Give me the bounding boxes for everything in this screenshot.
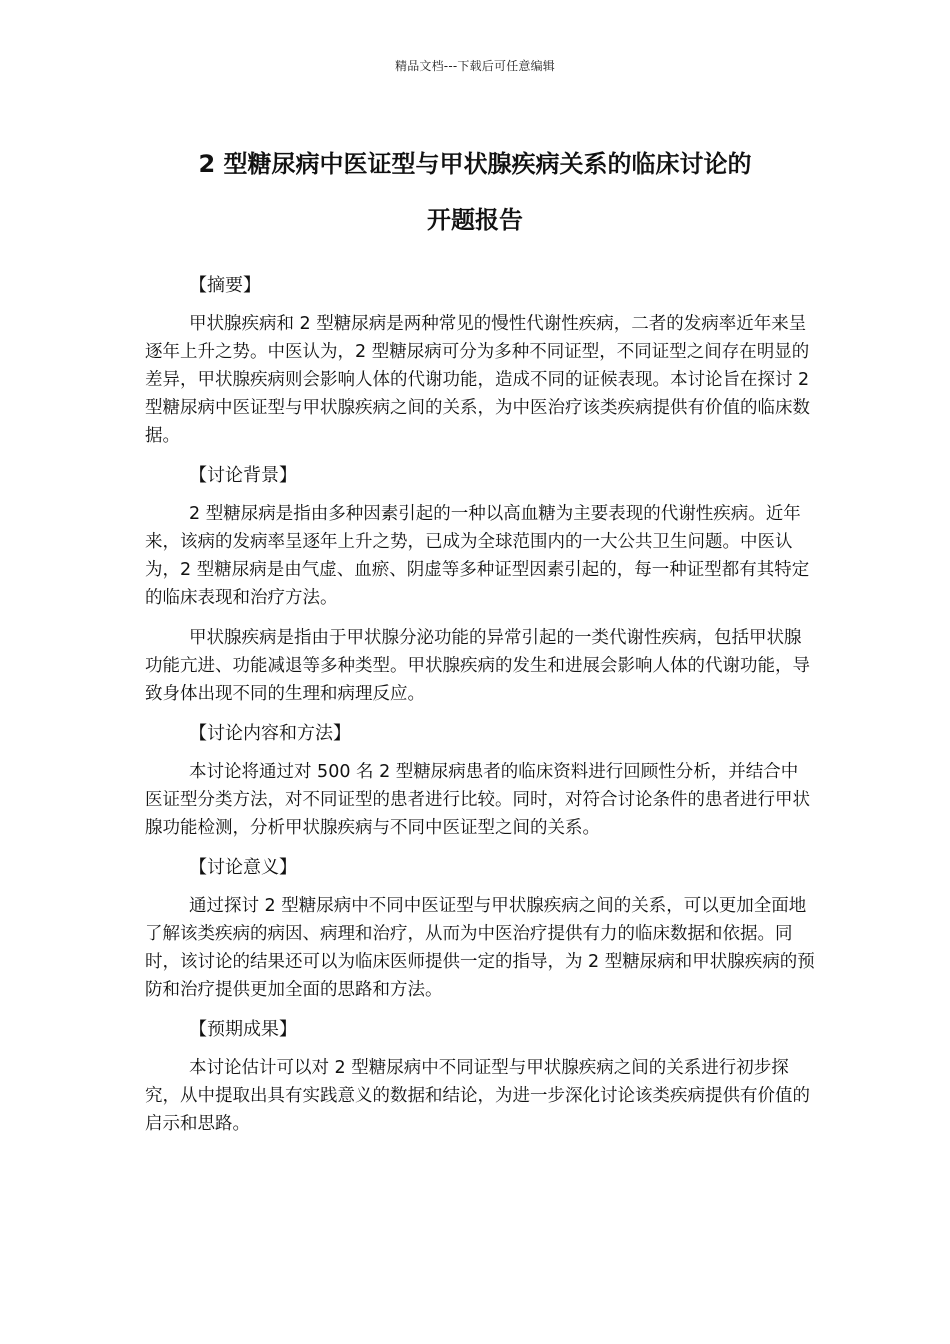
abstract-paragraph: 甲状腺疾病和 2 型糖尿病是两种常见的慢性代谢性疾病，二者的发病率近年来呈逐年上升之势。中医认为，2 型糖尿病可分为多种不同证型，不同证型之间存在明显的差异，甲状腺疾病则会影响人体的代谢功能，造成不同的证候表现。本讨论旨在探讨 2 型糖尿病中医证型与甲状腺疾病之间的关系，为中医治疗该类疾病提供有价值的临床数据。: [145, 314, 810, 446]
page-header: 精品文档---下载后可任意编辑: [395, 59, 555, 73]
section-heading-abstract: 【摘要】: [189, 275, 261, 296]
significance-paragraph: 通过探讨 2 型糖尿病中不同中医证型与甲状腺疾病之间的关系，可以更加全面地了解该类疾病的病因、病理和治疗，从而为中医治疗提供有力的临床数据和依据。同时，该讨论的结果还可以为临床医师提供一定的指导，为 2 型糖尿病和甲状腺疾病的预防和治疗提供更加全面的思路和方法。: [145, 896, 815, 1000]
document-title: [100, 136, 850, 248]
expected-results-paragraph: 本讨论估计可以对 2 型糖尿病中不同证型与甲状腺疾病之间的关系进行初步探究，从中提取出具有实践意义的数据和结论，为进一步深化讨论该类疾病提供有价值的启示和思路。: [145, 1058, 810, 1134]
section-heading-expected-results: 【预期成果】: [189, 1019, 297, 1040]
methods-paragraph: 本讨论将通过对 500 名 2 型糖尿病患者的临床资料进行回顾性分析，并结合中医证型分类方法，对不同证型的患者进行比较。同时，对符合讨论条件的患者进行甲状腺功能检测，分析甲状腺疾病与不同中医证型之间的关系。: [145, 762, 810, 838]
section-heading-significance: 【讨论意义】: [189, 857, 297, 878]
document-body: [145, 272, 815, 1150]
section-heading-methods: 【讨论内容和方法】: [189, 723, 351, 744]
title-line-1: 2 型糖尿病中医证型与甲状腺疾病关系的临床讨论的: [198, 150, 752, 178]
title-line-2: 开题报告: [427, 206, 523, 234]
background-paragraph-2: 甲状腺疾病是指由于甲状腺分泌功能的异常引起的一类代谢性疾病，包括甲状腺功能亢进、功能减退等多种类型。甲状腺疾病的发生和进展会影响人体的代谢功能，导致身体出现不同的生理和病理反应。: [145, 628, 810, 704]
background-paragraph-1: 2 型糖尿病是指由多种因素引起的一种以高血糖为主要表现的代谢性疾病。近年来，该病的发病率呈逐年上升之势，已成为全球范围内的一大公共卫生问题。中医认为，2 型糖尿病是由气虚、血瘀、阴虚等多种证型因素引起的，每一种证型都有其特定的临床表现和治疗方法。: [145, 504, 810, 608]
section-heading-background: 【讨论背景】: [189, 465, 297, 486]
